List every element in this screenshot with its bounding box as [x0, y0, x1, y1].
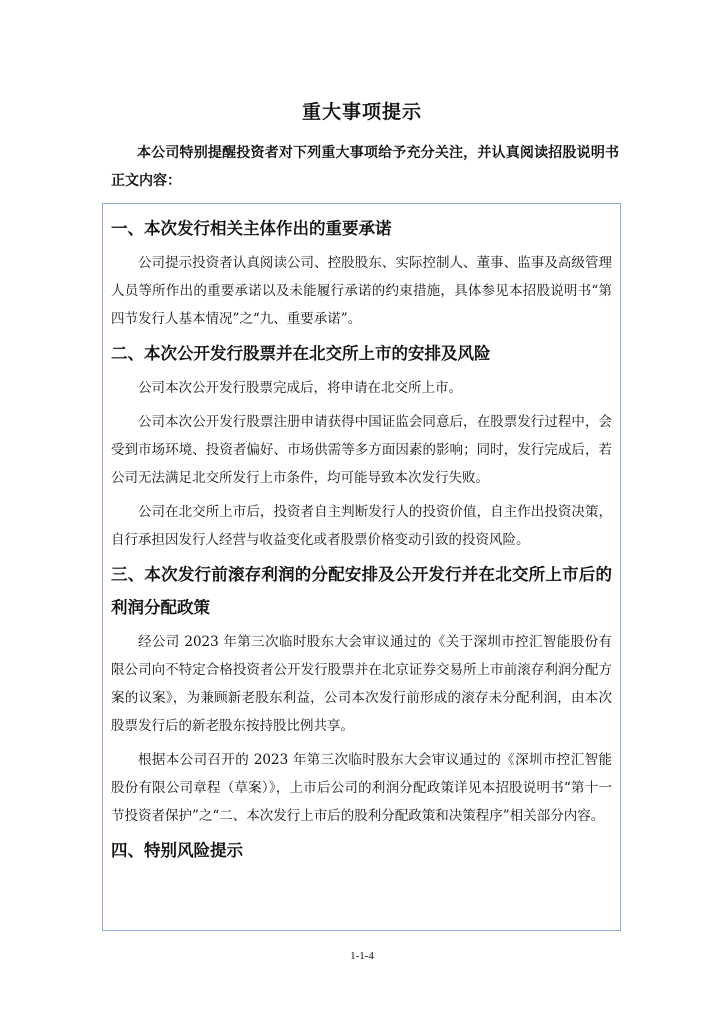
section-3-paragraph-2: 根据本公司召开的 2023 年第三次临时股东大会审议通过的《深圳市控汇智能股份有限公司章程（草案）》，上市后公司的利润分配政策详见本招股说明书“第十一节投资者保护”之“二、本次发行上市后的股利分配政策和决策程序”相关部分内容。 [111, 752, 612, 824]
section-heading-1: 一、本次发行相关主体作出的重要承诺 [111, 219, 392, 238]
notice-box [102, 203, 621, 931]
intro-paragraph: 本公司特别提醒投资者对下列重大事项给予充分关注，并认真阅读招股说明书正文内容： [111, 145, 619, 189]
section-heading-4: 四、特别风险提示 [111, 841, 243, 860]
section-2-paragraph-1: 公司本次公开发行股票完成后，将申请在北交所上市。 [138, 380, 462, 396]
section-3-paragraph-1: 经公司 2023 年第三次临时股东大会审议通过的《关于深圳市控汇智能股份有限公司向不特定合格投资者公开发行股票并在北京证券交易所上市前滚存利润分配方案的议案》，为兼顾新老股东利益，公司本次发行前形成的滚存未分配利润，由本次股票发行后的新老股东按持股比例共享。 [111, 634, 612, 734]
page-number: 1-1-4 [350, 950, 374, 962]
page-title: 重大事项提示 [301, 101, 422, 123]
section-2-paragraph-2: 公司本次公开发行股票注册申请获得中国证监会同意后，在股票发行过程中，会受到市场环境、投资者偏好、市场供需等多方面因素的影响；同时，发行完成后，若公司无法满足北交所发行上市条件，均可能导致本次发行失败。 [111, 414, 612, 486]
section-heading-3: 三、本次发行前滚存利润的分配安排及公开发行并在北交所上市后的利润分配政策 [111, 565, 612, 617]
section-heading-2: 二、本次公开发行股票并在北交所上市的安排及风险 [111, 344, 491, 363]
section-2-paragraph-3: 公司在北交所上市后，投资者自主判断发行人的投资价值，自主作出投资决策，自行承担因发行人经营与收益变化或者股票价格变动引致的投资风险。 [111, 504, 612, 548]
section-1-paragraph-1: 公司提示投资者认真阅读公司、控股股东、实际控制人、董事、监事及高级管理人员等所作出的重要承诺以及未能履行承诺的约束措施，具体参见本招股说明书“第四节发行人基本情况”之“九、重要承诺”。 [111, 255, 612, 327]
